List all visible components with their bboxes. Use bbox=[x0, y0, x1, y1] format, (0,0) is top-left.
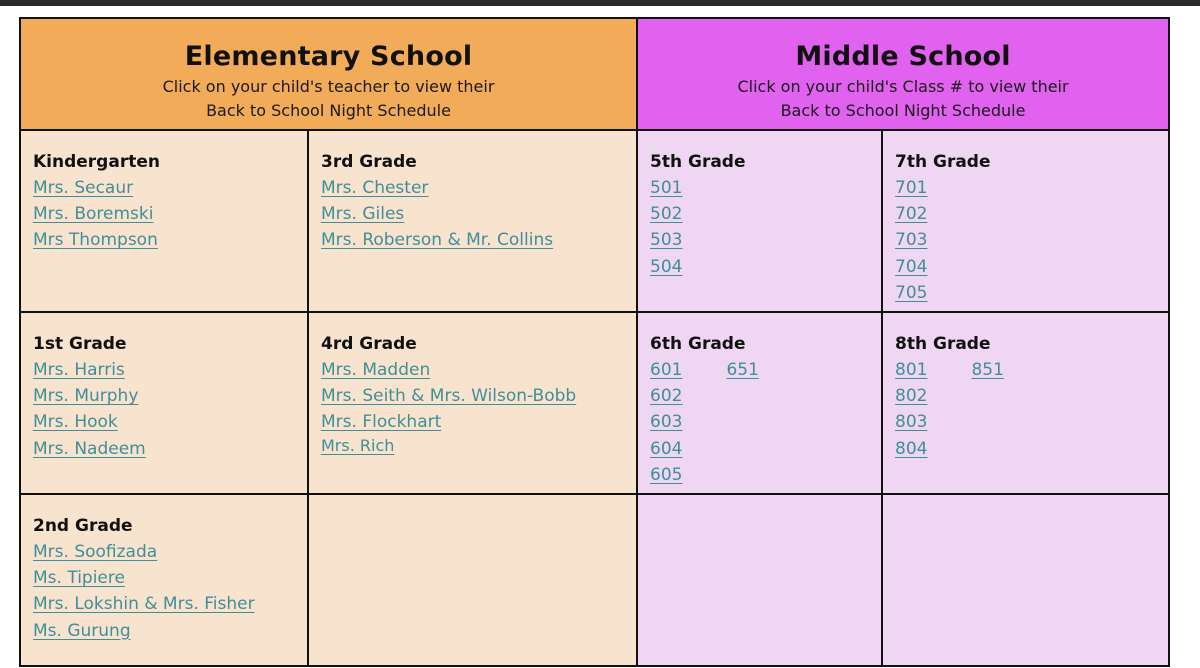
elementary-header bbox=[20, 18, 637, 130]
class-link[interactable]: 701 bbox=[895, 178, 928, 198]
middle-subtitle bbox=[638, 75, 1168, 123]
teacher-link[interactable]: Mrs. Nadeem bbox=[33, 438, 146, 459]
empty-elementary-cell bbox=[308, 494, 637, 666]
middle-subtitle-line2: Back to School Night Schedule bbox=[780, 101, 1026, 120]
teacher-link[interactable]: Mrs. Giles bbox=[321, 204, 405, 225]
kindergarten-cell bbox=[20, 130, 308, 312]
empty-middle-cell bbox=[882, 494, 1169, 666]
teacher-link[interactable]: Mrs. Madden bbox=[321, 360, 431, 380]
seventh-grade-cell bbox=[882, 130, 1169, 312]
class-link[interactable]: 604 bbox=[650, 438, 683, 459]
teacher-link[interactable]: Mrs. Roberson & Mr. Collins bbox=[321, 230, 554, 251]
empty-middle-cell bbox=[637, 494, 882, 666]
class-link[interactable]: 603 bbox=[650, 412, 683, 433]
fifth-grade-cell bbox=[637, 130, 882, 312]
middle-header bbox=[637, 18, 1169, 130]
grade-heading: Kindergarten bbox=[33, 152, 160, 172]
teacher-link[interactable]: Mrs. Murphy bbox=[33, 386, 139, 407]
elementary-title: Elementary School bbox=[184, 41, 473, 72]
class-link[interactable]: 802 bbox=[895, 386, 928, 407]
window-top-bar bbox=[0, 0, 1200, 6]
first-grade-cell bbox=[20, 312, 308, 494]
grade-heading: 8th Grade bbox=[895, 334, 991, 354]
teacher-link[interactable]: Mrs. Rich bbox=[321, 435, 395, 455]
teacher-link[interactable]: Mrs. Harris bbox=[33, 360, 125, 380]
class-link[interactable]: 605 bbox=[650, 464, 683, 485]
class-link[interactable]: 704 bbox=[895, 256, 928, 277]
class-link[interactable]: 803 bbox=[895, 412, 928, 433]
teacher-link[interactable]: Mrs. Flockhart bbox=[321, 412, 442, 433]
class-link[interactable]: 503 bbox=[650, 230, 683, 251]
class-link[interactable]: 651 bbox=[726, 360, 759, 380]
third-grade-cell bbox=[308, 130, 637, 312]
grade-heading: 6th Grade bbox=[650, 334, 746, 354]
class-link[interactable]: 502 bbox=[650, 204, 683, 225]
class-link[interactable]: 705 bbox=[895, 282, 928, 303]
teacher-link[interactable]: Mrs. Chester bbox=[321, 178, 429, 198]
middle-subtitle-line1: Click on your child's Class # to view their bbox=[737, 77, 1069, 96]
class-link[interactable]: 602 bbox=[650, 386, 683, 407]
sixth-grade-cell bbox=[637, 312, 882, 494]
class-link[interactable]: 804 bbox=[895, 438, 928, 459]
elementary-subtitle bbox=[21, 75, 636, 123]
fourth-grade-cell bbox=[308, 312, 637, 494]
teacher-link[interactable]: Mrs. Hook bbox=[33, 412, 118, 433]
teacher-link[interactable]: Mrs. Lokshin & Mrs. Fisher bbox=[33, 594, 255, 615]
class-link[interactable]: 801 bbox=[895, 360, 928, 380]
class-link[interactable]: 702 bbox=[895, 204, 928, 225]
schedule-table bbox=[19, 17, 1170, 667]
teacher-link[interactable]: Mrs. Secaur bbox=[33, 178, 134, 198]
teacher-link[interactable]: Ms. Gurung bbox=[33, 620, 131, 641]
class-link[interactable]: 501 bbox=[650, 178, 683, 198]
grade-heading: 3rd Grade bbox=[321, 152, 417, 172]
grade-heading: 1st Grade bbox=[33, 334, 127, 354]
elementary-subtitle-line2: Back to School Night Schedule bbox=[206, 101, 451, 120]
class-link[interactable]: 703 bbox=[895, 230, 928, 251]
class-link[interactable]: 504 bbox=[650, 256, 683, 277]
teacher-link[interactable]: Mrs. Seith & Mrs. Wilson-Bobb bbox=[321, 386, 577, 407]
grade-heading: 7th Grade bbox=[895, 152, 991, 172]
elementary-subtitle-line1: Click on your child's teacher to view their bbox=[162, 77, 495, 96]
second-grade-cell bbox=[20, 494, 308, 666]
teacher-link[interactable]: Mrs. Boremski bbox=[33, 204, 154, 225]
class-link[interactable]: 851 bbox=[971, 360, 1004, 380]
eighth-grade-cell bbox=[882, 312, 1169, 494]
grade-heading: 5th Grade bbox=[650, 152, 746, 172]
grade-heading: 2nd Grade bbox=[33, 516, 133, 536]
teacher-link[interactable]: Ms. Tipiere bbox=[33, 568, 125, 589]
class-link[interactable]: 601 bbox=[650, 360, 683, 380]
middle-title: Middle School bbox=[795, 41, 1011, 72]
grade-heading: 4rd Grade bbox=[321, 334, 417, 354]
teacher-link[interactable]: Mrs Thompson bbox=[33, 230, 158, 251]
teacher-link[interactable]: Mrs. Soofizada bbox=[33, 542, 158, 562]
